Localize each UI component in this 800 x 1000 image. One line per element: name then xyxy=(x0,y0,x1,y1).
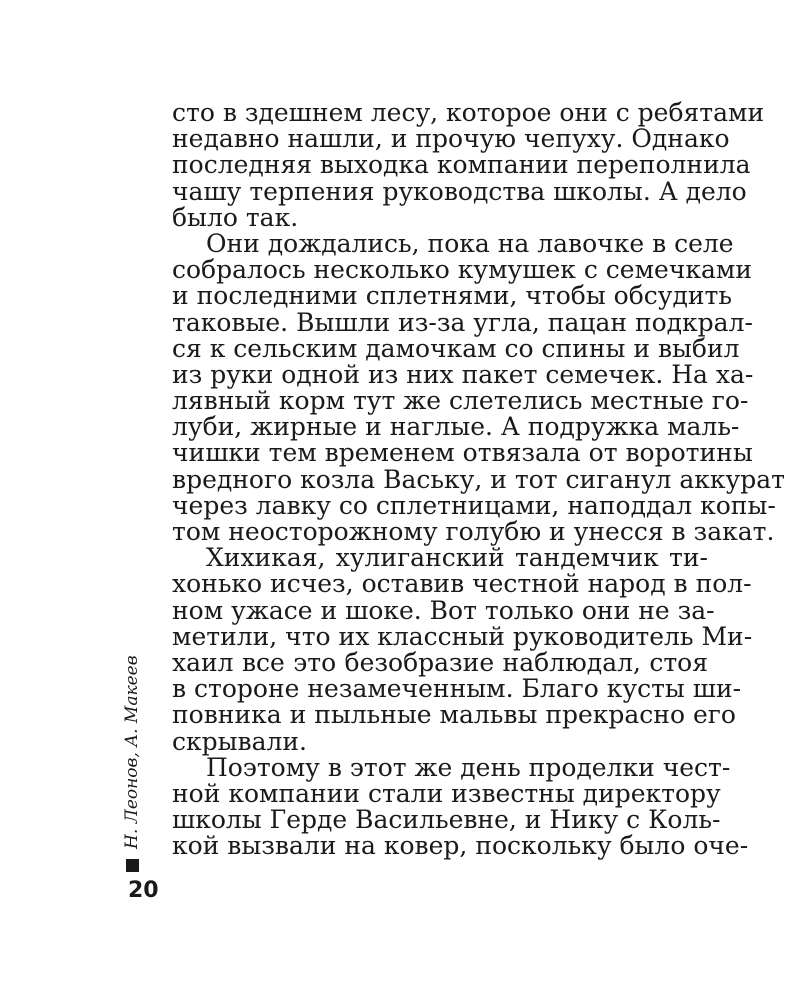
text-line: ной компании стали известны директору xyxy=(172,778,721,808)
text-line: из руки одной из них пакет семечек. На ха- xyxy=(172,359,754,389)
text-line: том неосторожному голубю и унесся в закат. xyxy=(172,517,775,546)
text-line: скрывали. xyxy=(172,726,307,756)
text-line: ном ужасе и шоке. Вот только они не за- xyxy=(172,595,715,625)
text-line: Хихикая, хулиганский тандемчик ти- xyxy=(206,543,708,573)
text-line: вредного козла Ваську, и тот сиганул аккурат xyxy=(172,464,785,494)
text-line: и последними сплетнями, чтобы обсудить xyxy=(172,281,732,311)
text-line: было так. xyxy=(172,202,299,232)
square-bullet-icon xyxy=(126,859,139,872)
text-line: повника и пыльные мальвы прекрасно его xyxy=(172,700,736,730)
text-line: недавно нашли, и прочую чепуху. Однако xyxy=(172,124,730,154)
paragraph xyxy=(172,98,765,232)
text-line: в стороне незамеченным. Благо кусты ши- xyxy=(172,674,742,704)
text-line: лявный корм тут же слетелись местные го- xyxy=(172,386,749,416)
text-line: собралось несколько кумушек с семечками xyxy=(172,255,753,285)
page-number: 20 xyxy=(128,878,159,903)
text-line: хаил все это безобразие наблюдал, стоя xyxy=(172,647,708,677)
text-line: сто в здешнем лесу, которое они с ребятами xyxy=(172,98,765,127)
text-line: хонько исчез, оставив честной народ в пол- xyxy=(172,569,752,599)
page-body-text xyxy=(172,98,785,861)
text-line: Поэтому в этот же день проделки чест- xyxy=(206,752,731,782)
text-line: чишки тем временем отвязала от воротины xyxy=(172,438,753,468)
text-line: школы Герде Васильевне, и Нику с Коль- xyxy=(172,805,721,835)
text-line: таковые. Вышли из-за угла, пацан подкрал- xyxy=(172,307,753,337)
text-line: метили, что их классный руководитель Ми- xyxy=(172,621,753,651)
text-line: Они дождались, пока на лавочке в селе xyxy=(206,228,734,258)
text-line: через лавку со сплетницами, наподдал копы- xyxy=(172,490,776,520)
text-line: ся к сельским дамочкам со спины и выбил xyxy=(172,333,740,363)
paragraph xyxy=(172,543,753,756)
text-line: кой вызвали на ковер, поскольку было оче- xyxy=(172,831,749,861)
text-line: чашу терпения руководства школы. А дело xyxy=(172,176,747,206)
running-header xyxy=(122,655,142,872)
running-header-authors: Н. Леонов, А. Макеев xyxy=(122,655,142,849)
text-line: луби, жирные и наглые. А подружка маль- xyxy=(172,412,740,442)
paragraph xyxy=(172,228,785,546)
text-line: последняя выходка компании переполнила xyxy=(172,150,751,180)
paragraph xyxy=(172,752,749,861)
